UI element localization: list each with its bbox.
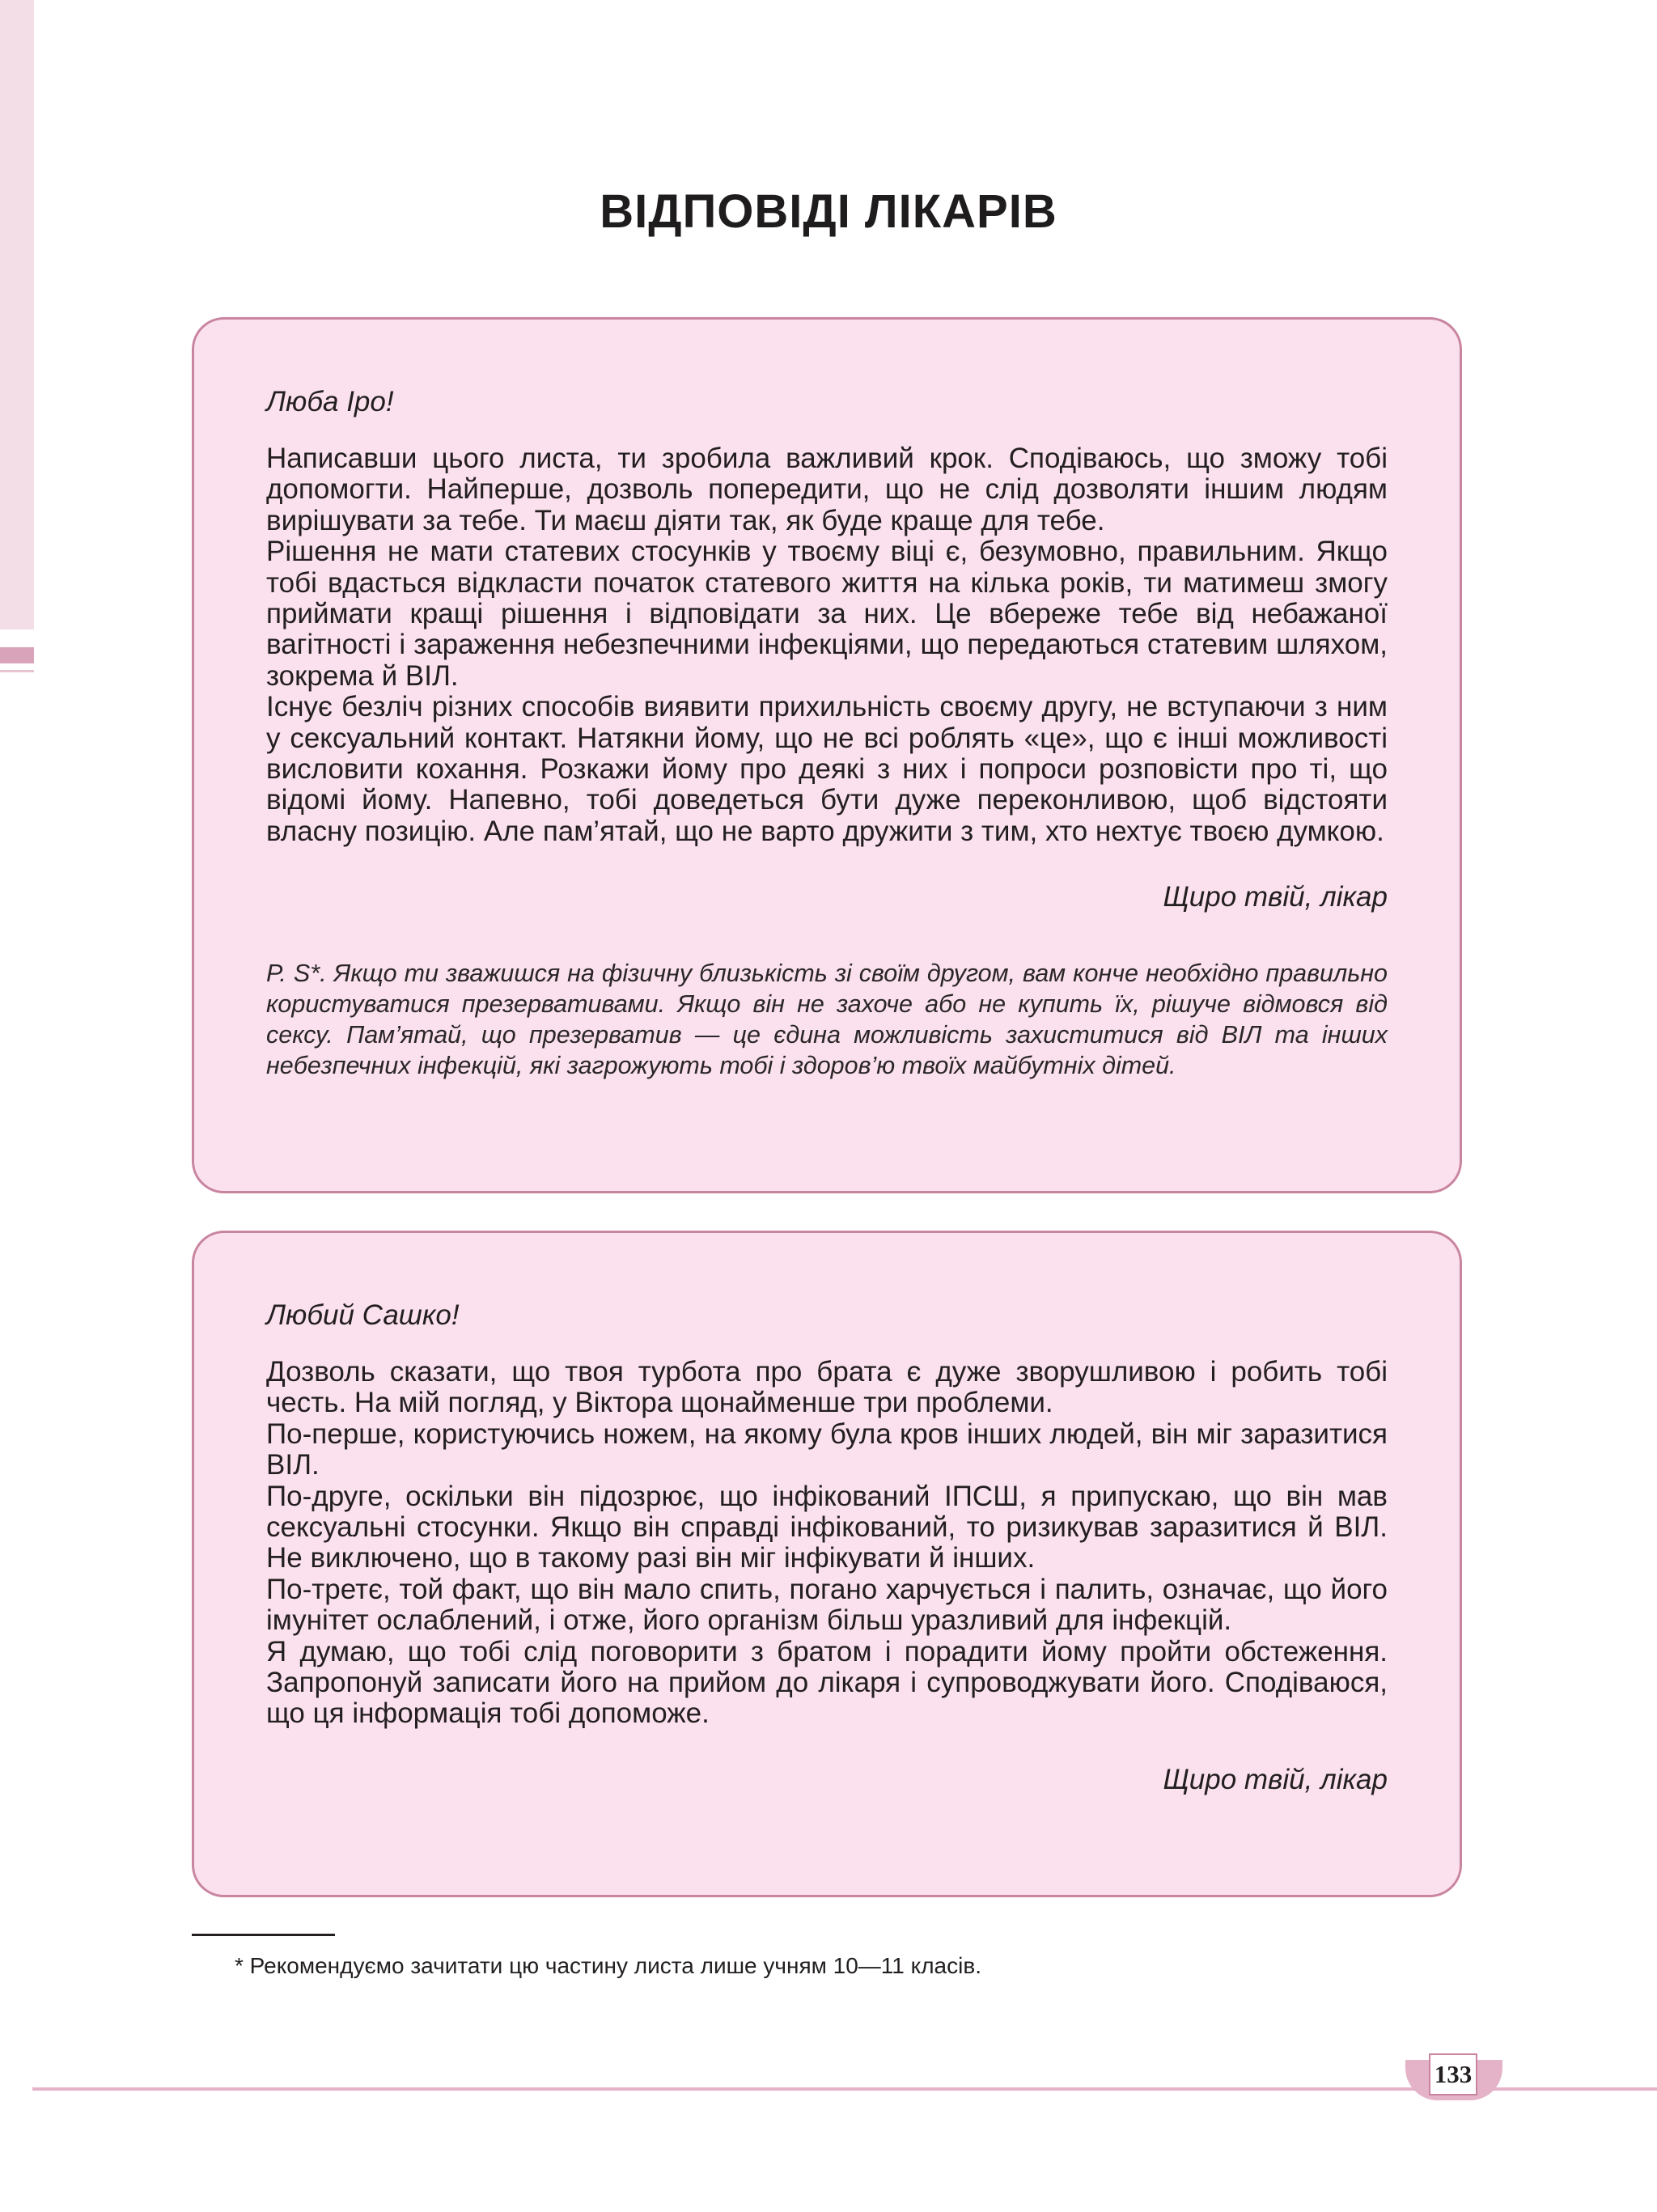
footnote-rule [192,1934,335,1936]
letter-signature: Щиро твій, лікар [1163,1763,1388,1795]
letter-paragraph: Дозволь сказати, що твоя турбота про брата є дуже зворушливою і робить тобі честь. На мій погляд, у Віктора щонайменше три проблеми. [266,1356,1388,1419]
letter-paragraph: По-перше, користуючись ножем, на якому була кров інших людей, він міг заразитися ВІЛ. [266,1417,1388,1481]
letter-paragraph: Рішення не мати статевих стосунків у твоєму віці є, безумовно, правильним. Якщо тобі вдасться відкласти початок статевого життя на кілька років, ти матимеш змогу приймати кращі рішення і відповідати за них. Це вбереже тебе від небажаної вагітності і зараження небезпечними інфекціями, що передаються статевим шляхом, зокрема й ВІЛ. [266,536,1388,692]
page-title: ВІДПОВІДІ ЛІКАРІВ [600,185,1057,238]
page-number: 133 [1429,2053,1477,2095]
letter-salutation: Люба Іро! [266,386,394,417]
letter-paragraph: Існує безліч різних способів виявити прихильність своєму другу, не вступаючи з ним у сексуальний контакт. Натякни йому, що не всі роблять «це», що є інші можливості висловити кохання. Розкажи йому про деякі з них і попроси розповісти про ті, що відомі йому. Напевно, тобі доведеться бути дуже переконливою, щоб відстояти власну позицію. Але пам’ятай, що не варто дружити з тим, хто нехтує твоєю думкою. [266,691,1388,847]
letter-postscript: P. S*. Якщо ти зважишся на фізичну близькість зі своїм другом, вам конче необхідно правильно користуватися презервативами. Якщо він не захоче або не купить їх, рішуче відмовся від сексу. Пам’ятай, що презерватив — це єдина можливість захиститися від ВІЛ та інших небезпечних інфекцій, які загрожують тобі і здоров’ю твоїх майбутніх дітей. [266,960,1388,1080]
letter-box-ira [192,317,1462,1193]
footnote: * Рекомендуємо зачитати цю частину листа лише учням 10—11 класів. [235,1953,981,1978]
letter-salutation: Любий Сашко! [266,1299,460,1331]
letter-paragraph: По-третє, той факт, що він мало спить, погано харчується і палить, означає, що його імунітет ослаблений, і отже, його організм більш уразливий для інфекцій. [266,1573,1388,1637]
side-decoration-tab [0,647,34,663]
side-decoration-strip [0,0,34,629]
letter-paragraph: По-друге, оскільки він підозрює, що інфікований ІПСШ, я припускаю, що він мав сексуальні стосунки. Якщо він справді інфікований, то ризикував заразитися й ВІЛ. Не виключено, що в такому разі він міг інфікувати й інших. [266,1480,1388,1574]
letter-box-sashko [192,1231,1462,1897]
letter-body [266,1357,1388,1730]
letter-paragraph: Я думаю, що тобі слід поговорити з братом і порадити йому пройти обстеження. Запропонуй записати його на прийом до лікаря і супроводжувати його. Сподіваюся, що ця інформація тобі допоможе. [266,1635,1388,1730]
letter-paragraph: Написавши цього листа, ти зробила важливий крок. Сподіваюсь, що зможу тобі допомогти. Найперше, дозволь попередити, що не слід дозволяти іншим людям вирішувати за тебе. Ти маєш діяти так, як буде краще для тебе. [266,443,1388,536]
side-decoration-line [0,670,34,672]
letter-body [266,443,1388,847]
letter-signature: Щиро твій, лікар [1163,881,1388,913]
